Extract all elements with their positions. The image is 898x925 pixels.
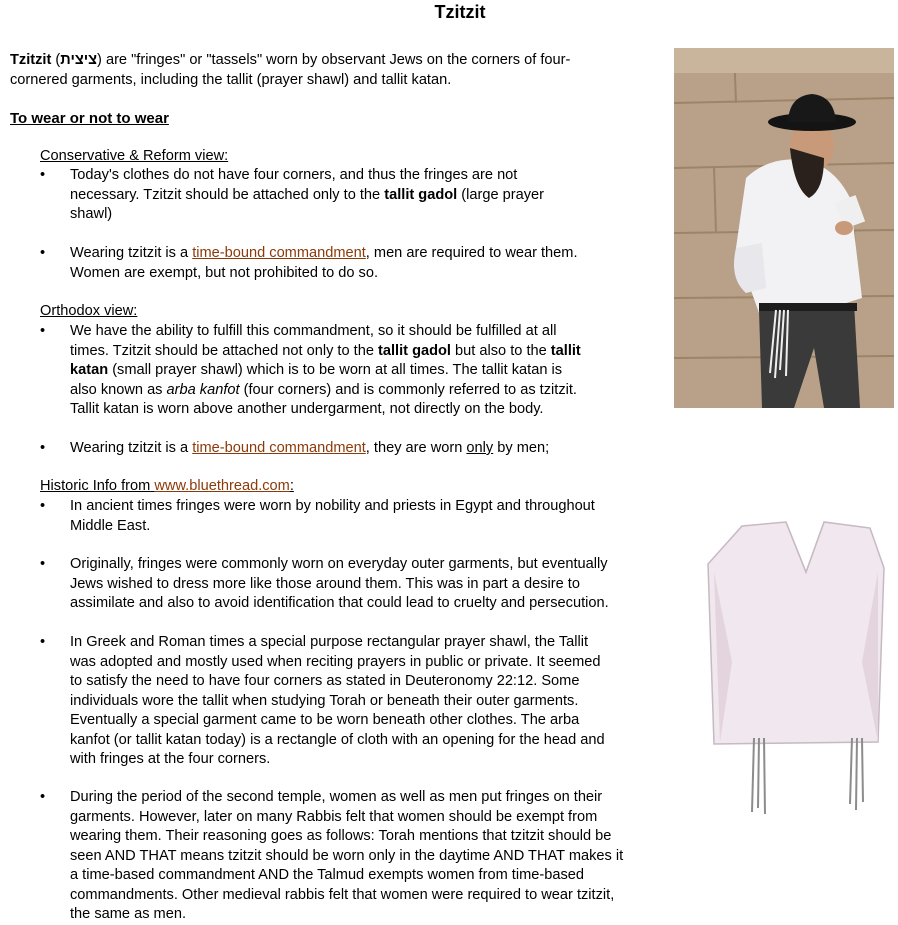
historic-b4-line-7: the same as men. — [70, 906, 186, 922]
historic-b3-line-6: kanfot (or tallit katan today) is a rectangle of cloth with an opening for the head and — [70, 731, 605, 748]
bullet-dot: • — [40, 323, 46, 339]
conservative-b1-tail: (large prayer — [461, 186, 544, 203]
conservative-b2-post: , men are required to wear them. — [365, 245, 578, 261]
intro-line-1: are "fringes" or "tassels" worn by observant Jews on the corners of four- — [105, 52, 571, 68]
historic-heading-colon: : — [289, 478, 294, 494]
time-bound-commandment-link[interactable]: time-bound commandment — [192, 440, 366, 456]
bullet-dot: • — [40, 498, 46, 514]
conservative-b1-line-3: shawl) — [70, 206, 113, 222]
orthodox-b1-line-3-post: (small prayer shawl) which is to be worn at all times. The tallit katan is — [112, 362, 563, 378]
historic-b3-line-4: individuals wore the tallit when studying Torah or beneath their outer garments. — [70, 692, 579, 709]
orthodox-b2-only: only — [466, 440, 494, 456]
orthodox-b1-line-1: We have the ability to fulfill this commandment, so it should be fulfilled at all — [70, 323, 557, 339]
orthodox-b1-line-2-pre: times. Tzitzit should be attached not only to the — [70, 342, 374, 359]
historic-b4-line-4: seen AND THAT means tzitzit should be worn only in the daytime AND THAT makes it — [70, 847, 624, 864]
orthodox-b1-line-4-post: (four corners) and is commonly referred to as tzitzit. — [243, 381, 577, 398]
man-praying-illustration — [674, 48, 894, 408]
page-title: Tzitzit — [434, 2, 486, 22]
time-bound-commandment-link[interactable]: time-bound commandment — [192, 245, 366, 261]
bullet-dot: • — [40, 634, 46, 650]
orthodox-b1-line-2-mid: but also to the — [455, 342, 547, 359]
historic-b3-line-2: was adopted and mostly used when reciting prayers in public or private. It seemed — [70, 653, 601, 670]
orthodox-b1-line-5: Tallit katan is worn above another undergarment, not directly on the body. — [70, 401, 544, 417]
orthodox-b2-mid: , they are worn — [365, 440, 463, 456]
tallit-katan-photo — [702, 512, 890, 816]
conservative-b1-line-1: Today's clothes do not have four corners, and thus the fringes are not — [70, 167, 518, 183]
historic-b4-line-2: garments. However, later on many Rabbis felt that women should be exempt from — [70, 808, 598, 825]
historic-b2-line-1: Originally, fringes were commonly worn on everyday outer garments, but eventually — [70, 556, 608, 572]
conservative-b2-pre: Wearing tzitzit is a — [70, 245, 189, 261]
historic-b4-line-3: wearing them. Their reasoning goes as follows: Torah mentions that tzitzit should be — [70, 828, 612, 844]
historic-b1-line-2: Middle East. — [70, 517, 151, 534]
historic-heading — [40, 477, 294, 497]
conservative-b1-line-2: necessary. Tzitzit should be attached only to the — [70, 186, 381, 203]
intro-term: Tzitzit — [10, 52, 52, 68]
orthodox-b1-bold-3: katan — [70, 362, 109, 378]
intro-hebrew: ציצית — [60, 52, 98, 68]
historic-heading-text: Historic Info from — [40, 478, 151, 494]
orthodox-heading: Orthodox view: — [40, 303, 138, 319]
bullet-dot: • — [40, 167, 46, 183]
historic-b2-line-3: assimilate and also to avoid identification that could lead to cruelty and persecution. — [70, 595, 609, 611]
intro-line-2: cornered garments, including the tallit (prayer shawl) and tallit katan. — [10, 71, 452, 88]
conservative-b2-line-2: Women are exempt, but not prohibited to do so. — [70, 264, 379, 281]
historic-b3-line-5: Eventually a special garment came to be worn beneath other clothes. The arba — [70, 712, 580, 728]
conservative-b1-bold: tallit gadol — [384, 186, 458, 203]
historic-b2-line-2: Jews wished to dress more like those around them. This was in part a desire to — [70, 575, 580, 592]
historic-b3-line-1: In Greek and Roman times a special purpose rectangular prayer shawl, the Tallit — [70, 634, 589, 650]
section-heading: To wear or not to wear — [10, 110, 169, 127]
historic-b4-line-6: commandments. Other medieval rabbis felt that women were required to wear tzitzit, — [70, 886, 615, 903]
orthodox-b2-pre: Wearing tzitzit is a — [70, 440, 189, 456]
historic-b4-line-5: a time-based commandment AND the Talmud exempts women from time-based — [70, 867, 584, 883]
orthodox-b2-post: by men; — [497, 440, 550, 456]
man-praying-photo — [674, 48, 894, 408]
conservative-heading: Conservative & Reform view: — [40, 148, 229, 164]
bullet-dot: • — [40, 556, 46, 572]
orthodox-b1-italic: arba kanfot — [166, 381, 240, 398]
historic-b4-line-1: During the period of the second temple, women as well as men put fringes on their — [70, 789, 603, 805]
intro-paragraph: Tzitzit (ציצית) are "fringes" or "tassels" worn by observant Jews on the corners of four- cornered garments, including the tallit (prayer shawl) and tallit katan. — [10, 52, 571, 88]
historic-b1-line-1: In ancient times fringes were worn by nobility and priests in Egypt and throughout — [70, 498, 595, 514]
historic-b3-line-3: to satisfy the need to have four corners as stated in Deuteronomy 22:12. Some — [70, 673, 580, 689]
tallit-katan-illustration — [702, 512, 890, 816]
historic-b3-line-7: with fringes at the four corners. — [70, 751, 271, 767]
bullet-dot: • — [40, 440, 46, 456]
orthodox-b1-bold-1: tallit gadol — [378, 342, 451, 359]
bullet-dot: • — [40, 245, 46, 261]
bluethread-link[interactable]: www.bluethread.com — [154, 478, 290, 494]
orthodox-b1-line-4-pre: also known as — [70, 381, 163, 398]
bullet-dot: • — [40, 789, 46, 805]
orthodox-b1-bold-2: tallit — [550, 342, 581, 359]
